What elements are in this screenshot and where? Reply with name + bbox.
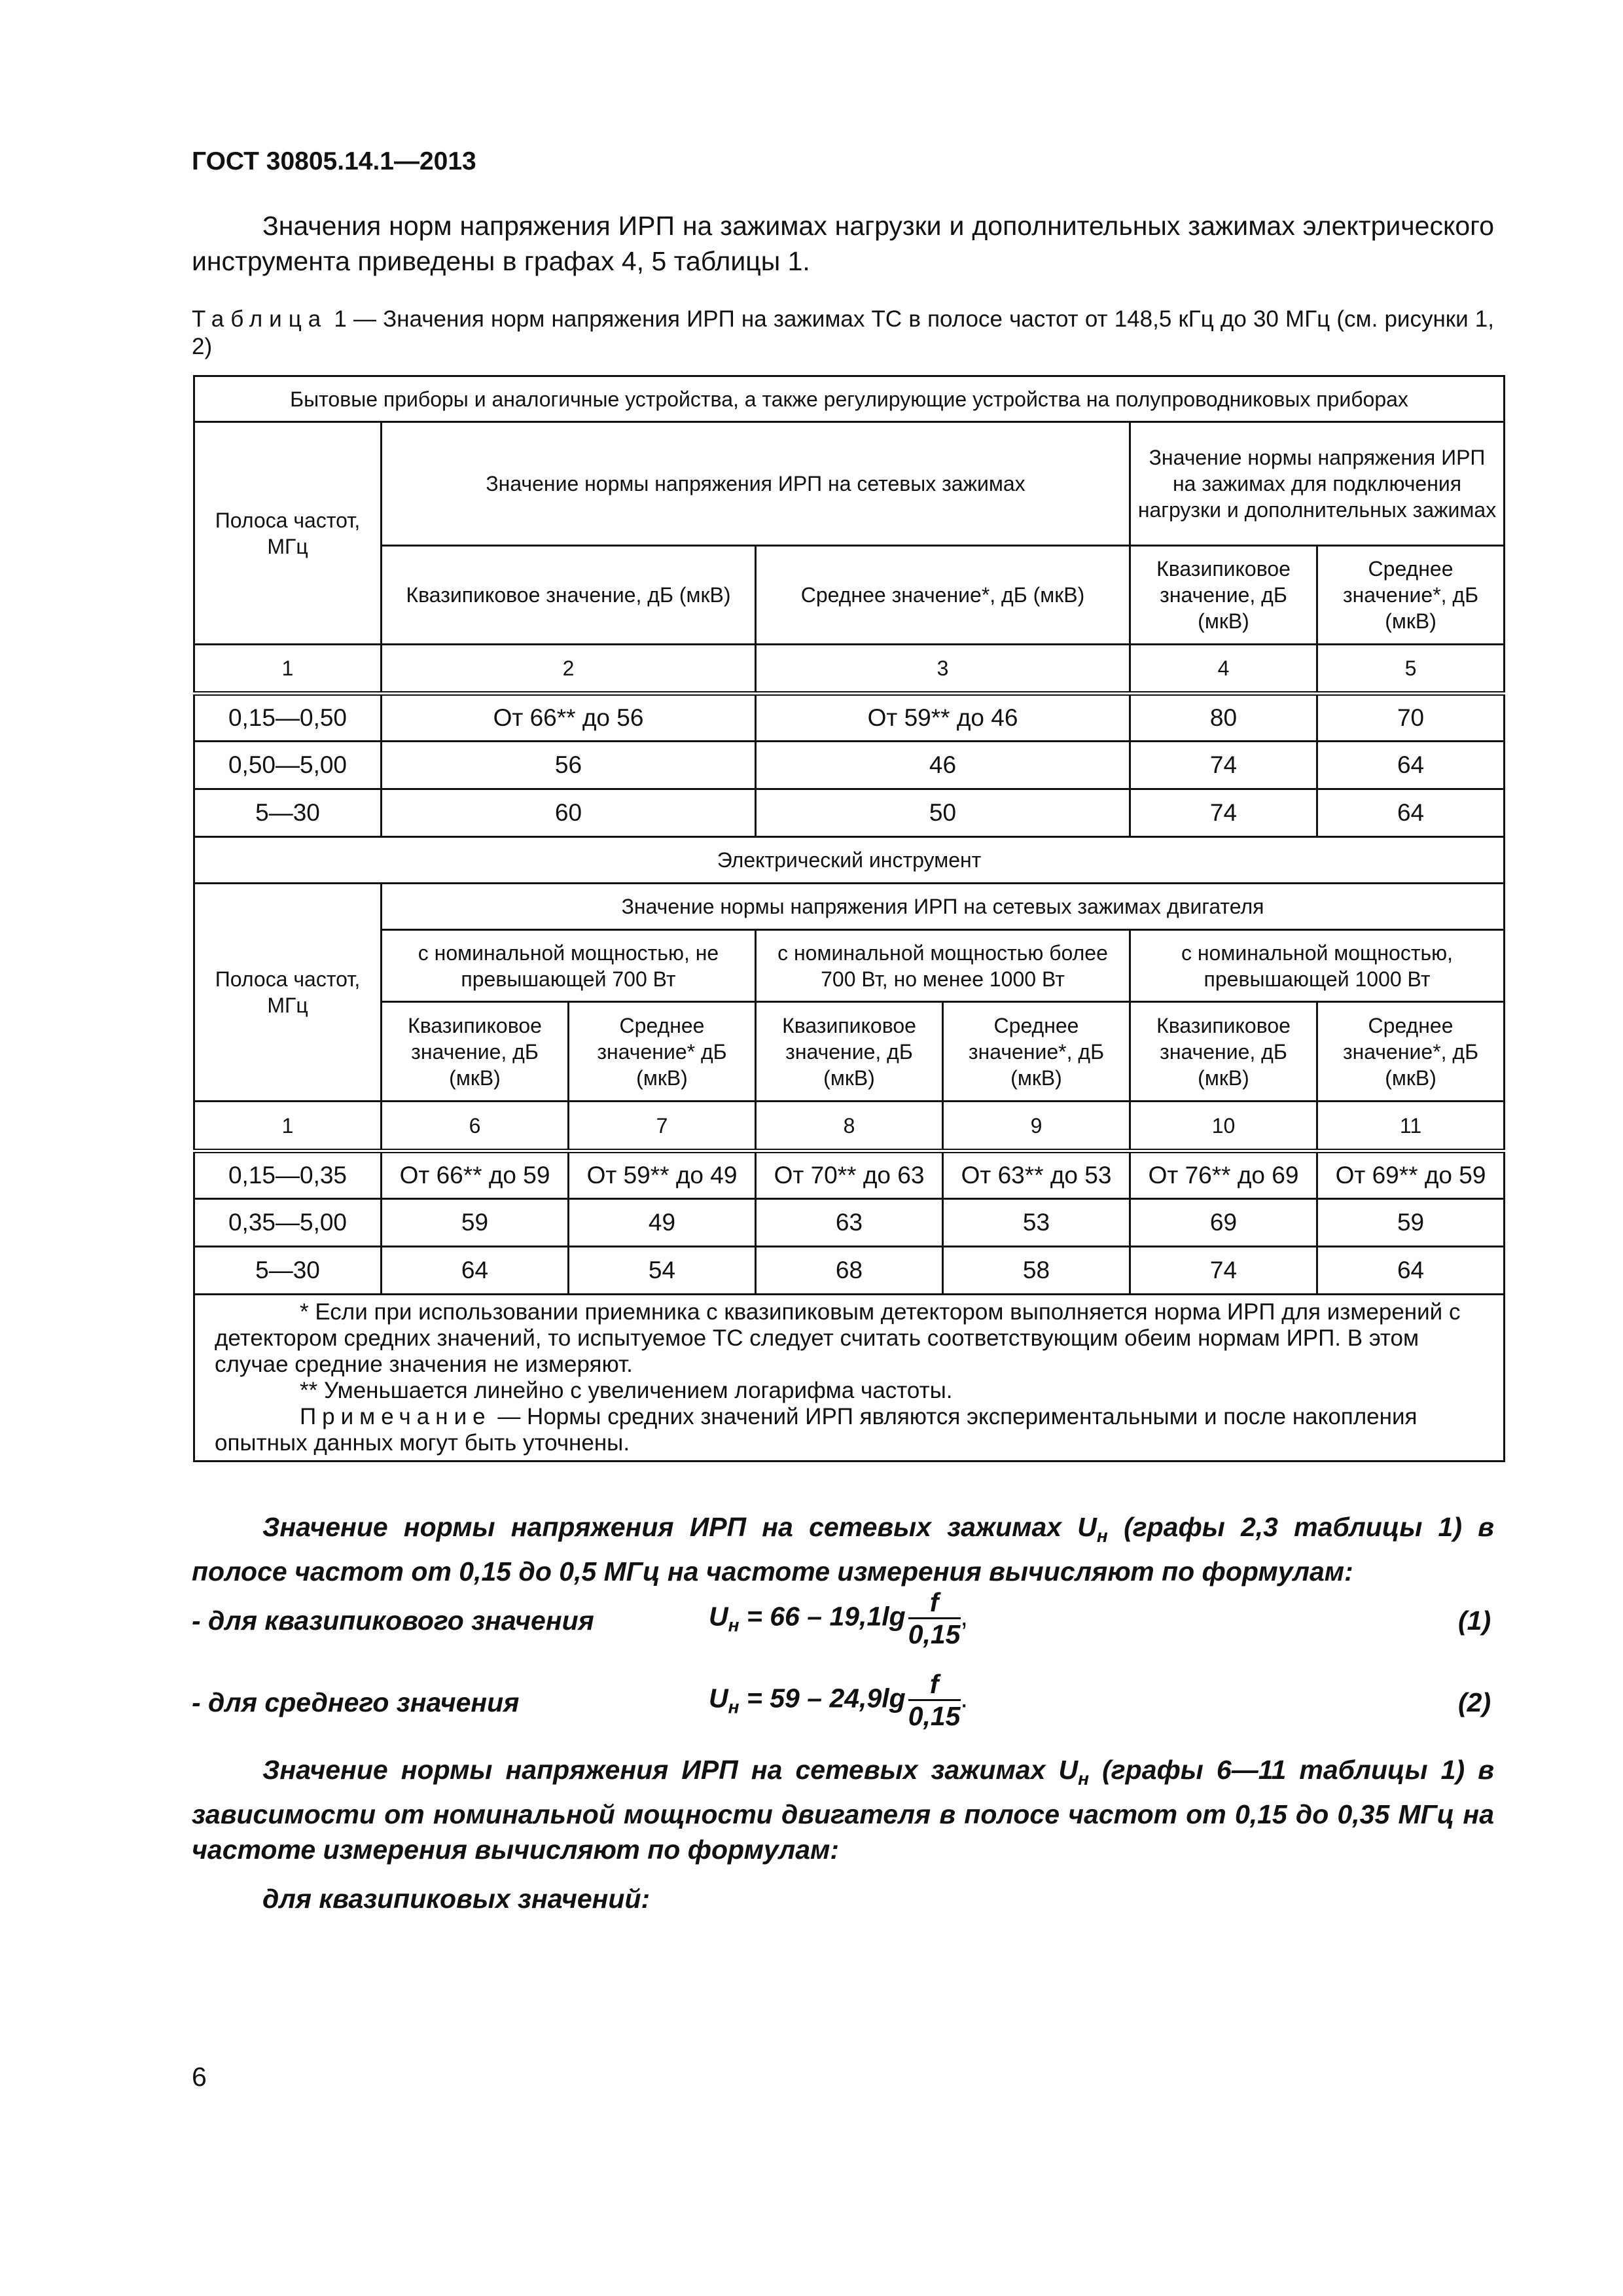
table-cell: 64 <box>1317 789 1505 837</box>
table-cell: 0,15—0,50 <box>194 694 382 742</box>
formula-intro2-text-cont: (графы 6—11 таблицы 1) в зависимости от номинальной мощности двигателя в полосе частот от 0,15 до 0,35 МГц на частоте измерения вычисляют по формулам: <box>192 1755 1494 1865</box>
table-cell: От 66** до 59 <box>382 1151 569 1199</box>
table-cell: 74 <box>1130 1247 1317 1295</box>
voltage-subscript-2: н <box>1078 1768 1090 1789</box>
page-number: 6 <box>192 2062 207 2092</box>
formula-2-numerator: f <box>908 1669 961 1701</box>
formula-2-denominator: 0,15 <box>908 1701 961 1731</box>
part1-subheader: Квазипиковое значение, дБ (мкВ) <box>382 546 756 645</box>
part1-load-header: Значение нормы напряжения ИРП на зажимах для подключения нагрузки и дополнительных зажимах <box>1130 422 1505 546</box>
part2-freq-header: Полоса частот, МГц <box>194 884 382 1102</box>
quasi-peak-label: для квазипиковых значений: <box>262 1884 651 1914</box>
part1-title: Бытовые приборы и аналогичные устройства, а также регулирующие устройства на полупроводниковых приборах <box>194 376 1505 422</box>
table-cell: 68 <box>756 1247 943 1295</box>
formula-intro-text-cont: (графы 2,3 таблицы 1) в полосе частот от 0,15 до 0,5 МГц на частоте измерения вычисляют по формулам: <box>192 1512 1494 1587</box>
formula-1-rhs: = 66 – 19,1lg <box>739 1601 906 1632</box>
part1-subheader: Среднее значение*, дБ (мкВ) <box>756 546 1130 645</box>
table-cell: 53 <box>943 1199 1130 1247</box>
voltage-subscript: н <box>1096 1526 1108 1547</box>
formula-2 <box>709 1669 968 1731</box>
column-number: 11 <box>1317 1102 1505 1151</box>
table-cell: 0,35—5,00 <box>194 1199 382 1247</box>
column-number: 3 <box>756 645 1130 694</box>
formula-intro-text: Значение нормы напряжения ИРП на сетевых зажимах U <box>262 1512 1097 1542</box>
part2-subheader: Среднее значение* дБ (мкВ) <box>569 1002 756 1102</box>
part1-mains-header: Значение нормы напряжения ИРП на сетевых зажимах <box>382 422 1130 546</box>
power-group-header: с номинальной мощностью, превышающей 1000 Вт <box>1130 930 1505 1002</box>
norms-table <box>193 375 1505 1462</box>
table-row <box>194 742 1505 789</box>
part2-subheader: Квазипиковое значение, дБ (мкВ) <box>756 1002 943 1102</box>
table-cell: 74 <box>1130 789 1317 837</box>
formula-2-label: - для среднего значения <box>192 1687 520 1717</box>
table-cell: 60 <box>382 789 756 837</box>
table-cell: От 76** до 69 <box>1130 1151 1317 1199</box>
formula-1-numerator: f <box>908 1587 961 1619</box>
part1-freq-header: Полоса частот, МГц <box>194 422 382 645</box>
table-cell: 50 <box>756 789 1130 837</box>
formula-1-label: - для квазипикового значения <box>192 1605 594 1636</box>
formula-2-punct: . <box>960 1683 968 1713</box>
table-footnotes <box>194 1295 1505 1462</box>
table-row <box>194 789 1505 837</box>
column-number: 7 <box>569 1102 756 1151</box>
table-caption <box>192 306 1494 361</box>
table-caption-text: 1 — Значения норм напряжения ИРП на зажимах ТС в полосе частот от 148,5 кГц до 30 МГц (см. рисунки 1, 2) <box>192 306 1494 359</box>
formula-1-number: (1) <box>1458 1605 1491 1636</box>
table-caption-label: Таблица <box>192 306 328 332</box>
power-group-header: с номинальной мощностью, не превышающей 700 Вт <box>382 930 756 1002</box>
table-cell: 49 <box>569 1199 756 1247</box>
column-number: 6 <box>382 1102 569 1151</box>
formula-intro2-text: Значение нормы напряжения ИРП на сетевых зажимах U <box>262 1755 1079 1785</box>
formula-1-denominator: 0,15 <box>908 1619 961 1649</box>
footnote-2: ** Уменьшается линейно с увеличением логарифма частоты. <box>300 1378 953 1403</box>
column-number: 5 <box>1317 645 1505 694</box>
part2-subheader: Среднее значение*, дБ (мкВ) <box>943 1002 1130 1102</box>
formula-2-lhs-sub: н <box>728 1696 740 1717</box>
table-cell: 0,15—0,35 <box>194 1151 382 1199</box>
column-number: 4 <box>1130 645 1317 694</box>
table-cell: 64 <box>382 1247 569 1295</box>
part2-subheader: Среднее значение*, дБ (мкВ) <box>1317 1002 1505 1102</box>
part2-motor-header: Значение нормы напряжения ИРП на сетевых зажимах двигателя <box>382 884 1505 930</box>
table-cell: 54 <box>569 1247 756 1295</box>
table-cell: 59 <box>1317 1199 1505 1247</box>
table-cell: 63 <box>756 1199 943 1247</box>
part1-subheader: Среднее значение*, дБ (мкВ) <box>1317 546 1505 645</box>
formula-1-lhs-sub: н <box>728 1615 740 1636</box>
table-cell: 0,50—5,00 <box>194 742 382 789</box>
table-row <box>194 1151 1505 1199</box>
table-cell: 46 <box>756 742 1130 789</box>
table-row <box>194 1247 1505 1295</box>
note-label: Примечание <box>300 1404 491 1429</box>
power-group-header: с номинальной мощностью более 700 Вт, но менее 1000 Вт <box>756 930 1130 1002</box>
note-text: — Нормы средних значений ИРП являются экспериментальными и после накопления опытных данных могут быть уточнены. <box>215 1404 1418 1456</box>
table-cell: От 69** до 59 <box>1317 1151 1505 1199</box>
formula-1 <box>709 1587 968 1649</box>
table-cell: 70 <box>1317 694 1505 742</box>
table-cell: 59 <box>382 1199 569 1247</box>
table-row <box>194 694 1505 742</box>
intro-paragraph: Значения норм напряжения ИРП на зажимах нагрузки и дополнительных зажимах электрического инструмента приведены в графах 4, 5 таблицы 1. <box>192 211 1494 276</box>
formula-2-lhs: U <box>709 1683 728 1713</box>
column-number: 10 <box>1130 1102 1317 1151</box>
column-number: 8 <box>756 1102 943 1151</box>
table-cell: От 70** до 63 <box>756 1151 943 1199</box>
column-number: 1 <box>194 1102 382 1151</box>
formula-2-rhs: = 59 – 24,9lg <box>739 1683 906 1713</box>
footnote-1: * Если при использовании приемника с квазипиковым детектором выполняется норма ИРП для измерений с детектором средних значений, то испытуемое ТС следует считать соответствующим обеим нормам ИРП. В этом случае средние значения не измеряют. <box>215 1299 1461 1377</box>
table-cell: 58 <box>943 1247 1130 1295</box>
formula-1-fraction <box>908 1587 961 1649</box>
formula-intro-paragraph <box>192 1509 1494 1589</box>
formula-1-lhs: U <box>709 1601 728 1632</box>
table-cell: 64 <box>1317 1247 1505 1295</box>
table-cell: 5—30 <box>194 789 382 837</box>
table-row <box>194 1199 1505 1247</box>
formula-2-number: (2) <box>1458 1687 1491 1717</box>
column-number: 1 <box>194 645 382 694</box>
formula-2-fraction <box>908 1669 961 1731</box>
part2-subheader: Квазипиковое значение, дБ (мкВ) <box>382 1002 569 1102</box>
table-cell: 56 <box>382 742 756 789</box>
table-cell: 74 <box>1130 742 1317 789</box>
table-note <box>215 1404 1484 1456</box>
part2-title: Электрический инструмент <box>194 837 1505 884</box>
document-header: ГОСТ 30805.14.1—2013 <box>192 147 476 175</box>
table-cell: От 63** до 53 <box>943 1151 1130 1199</box>
table-cell: 69 <box>1130 1199 1317 1247</box>
column-number: 9 <box>943 1102 1130 1151</box>
formula-intro-paragraph-2 <box>192 1752 1494 1867</box>
table-cell: 80 <box>1130 694 1317 742</box>
part1-subheader: Квазипиковое значение, дБ (мкВ) <box>1130 546 1317 645</box>
table-cell: От 59** до 49 <box>569 1151 756 1199</box>
table-cell: 64 <box>1317 742 1505 789</box>
column-number: 2 <box>382 645 756 694</box>
table-cell: От 59** до 46 <box>756 694 1130 742</box>
table-cell: От 66** до 56 <box>382 694 756 742</box>
table-cell: 5—30 <box>194 1247 382 1295</box>
formula-1-punct: , <box>960 1601 968 1632</box>
part2-subheader: Квазипиковое значение, дБ (мкВ) <box>1130 1002 1317 1102</box>
